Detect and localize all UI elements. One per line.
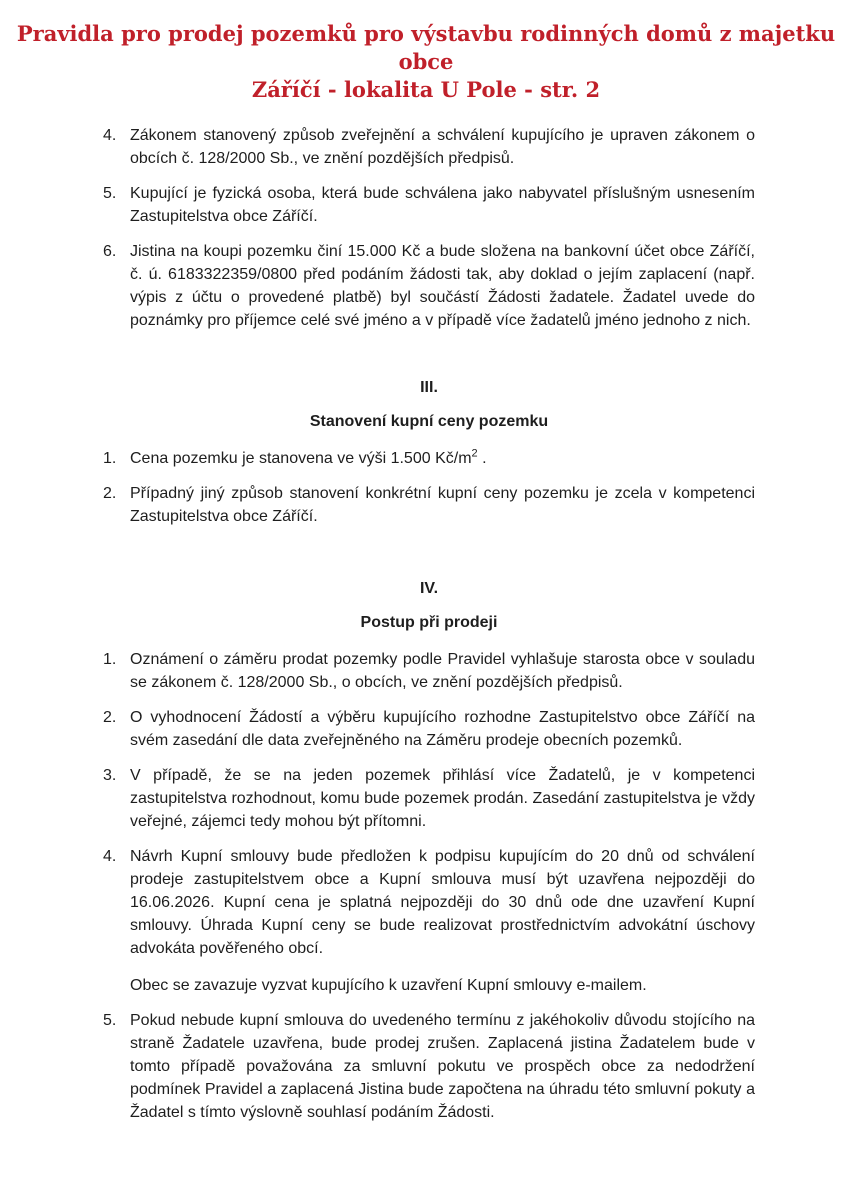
section-iv-heading: [103, 577, 755, 634]
item-text: O vyhodnocení Žádostí a výběru kupujícího rozhodne Zastupitelstvo obce Záříčí na svém zasedání dle data zveřejněného na Záměru prodeje obecních pozemků.: [130, 709, 755, 749]
superscript-2: 2: [471, 447, 478, 460]
section-iii-heading: [103, 376, 755, 433]
item-number: 4.: [103, 127, 117, 144]
item-number: 6.: [103, 243, 117, 260]
list-item-iv-1: [103, 648, 755, 694]
item-text: Jistina na koupi pozemku činí 15.000 Kč a bude složena na bankovní účet obce Záříčí, č. ú. 6183322359/0800 před podáním žádosti tak, aby doklad o jejím zaplacení (např. výpis z účtu o provedené platbě) byl součástí Žádosti žadatele. Žadatel uvede do poznámky pro příjemce celé své jméno a v případě více žadatelů jméno jednoho z nich.: [130, 243, 755, 329]
list-item-iii-1: [103, 447, 755, 470]
item-number: 4.: [103, 848, 117, 865]
item-text: Návrh Kupní smlouvy bude předložen k podpisu kupujícím do 20 dnů od schválení prodeje zastupitelstvem obce a Kupní smlouva musí být uzavřena nejpozději do 16.06.2026. Kupní cena je splatná nejpozději do 30 dnů ode dne uzavření Kupní smlouvy. Úhrada Kupní ceny se bude realizovat prostřednictvím advokátní úschovy advokáta pověřeného obcí.: [130, 848, 755, 957]
item-text-continued: Obec se zavazuje vyzvat kupujícího k uzavření Kupní smlouvy e-mailem.: [130, 977, 647, 994]
item-number: 5.: [103, 185, 117, 202]
item-number: 1.: [103, 651, 117, 668]
item-text: Pokud nebude kupní smlouva do uvedeného termínu z jakéhokoliv důvodu stojícího na straně Žadatele uzavřena, bude prodej zrušen. Zaplacená jistina Žadatelem bude v tomto případě považována za smluvní pokutu ve prospěch obce za nedodržení podmínek Pravidel a zaplacená Jistina bude započtena na úhradu této smluvní pokuty a Žadatel s tímto výslovně souhlasí podáním Žádosti.: [130, 1012, 755, 1121]
list-item-iv-3: [103, 764, 755, 833]
item-number: 3.: [103, 767, 117, 784]
section-iv-list: [103, 648, 755, 1124]
list-item-iii-2: [103, 482, 755, 528]
list-item-intro-5: [103, 182, 755, 228]
item-number: 2.: [103, 709, 117, 726]
section-number: IV.: [419, 580, 439, 597]
document-title: [0, 0, 852, 104]
item-text: Kupující je fyzická osoba, která bude schválena jako nabyvatel příslušným usnesením Zastupitelstva obce Záříčí.: [130, 185, 755, 225]
item-text-tail: .: [477, 450, 487, 467]
list-item-iv-4: [103, 845, 755, 997]
section-iii-list: [103, 447, 755, 528]
item-number: 1.: [103, 450, 117, 467]
intro-list: [103, 124, 755, 332]
list-item-iv-2: [103, 706, 755, 752]
item-text: V případě, že se na jeden pozemek přihlásí více Žadatelů, je v kompetenci zastupitelstva rozhodnout, komu bude pozemek prodán. Zasedání zastupitelstva je vždy veřejné, zájemci tedy mohou být přítomni.: [130, 767, 755, 830]
list-item-iv-5: [103, 1009, 755, 1124]
item-text: Oznámení o záměru prodat pozemky podle Pravidel vyhlašuje starosta obce v souladu se zákonem č. 128/2000 Sb., o obcích, ve znění pozdějších předpisů.: [130, 651, 755, 691]
list-item-intro-6: [103, 240, 755, 332]
section-number: III.: [420, 379, 438, 396]
item-text: Zákonem stanovený způsob zveřejnění a schválení kupujícího je upraven zákonem o obcích č. 128/2000 Sb., ve znění pozdějších předpisů.: [130, 127, 755, 167]
title-line-1: Pravidla pro prodej pozemků pro výstavbu rodinných domů z majetku obce: [16, 21, 836, 74]
list-item-intro-4: [103, 124, 755, 170]
item-number: 5.: [103, 1012, 117, 1029]
item-number: 2.: [103, 485, 117, 502]
section-title: Postup při prodeji: [360, 614, 498, 631]
title-line-2: Záříčí - lokalita U Pole - str. 2: [251, 77, 601, 102]
document-body: [103, 124, 755, 1124]
item-text: Cena pozemku je stanovena ve výši 1.500 Kč/m: [130, 450, 472, 467]
section-title: Stanovení kupní ceny pozemku: [309, 413, 549, 430]
item-text: Případný jiný způsob stanovení konkrétní kupní ceny pozemku je zcela v kompetenci Zastupitelstva obce Záříčí.: [130, 485, 755, 525]
